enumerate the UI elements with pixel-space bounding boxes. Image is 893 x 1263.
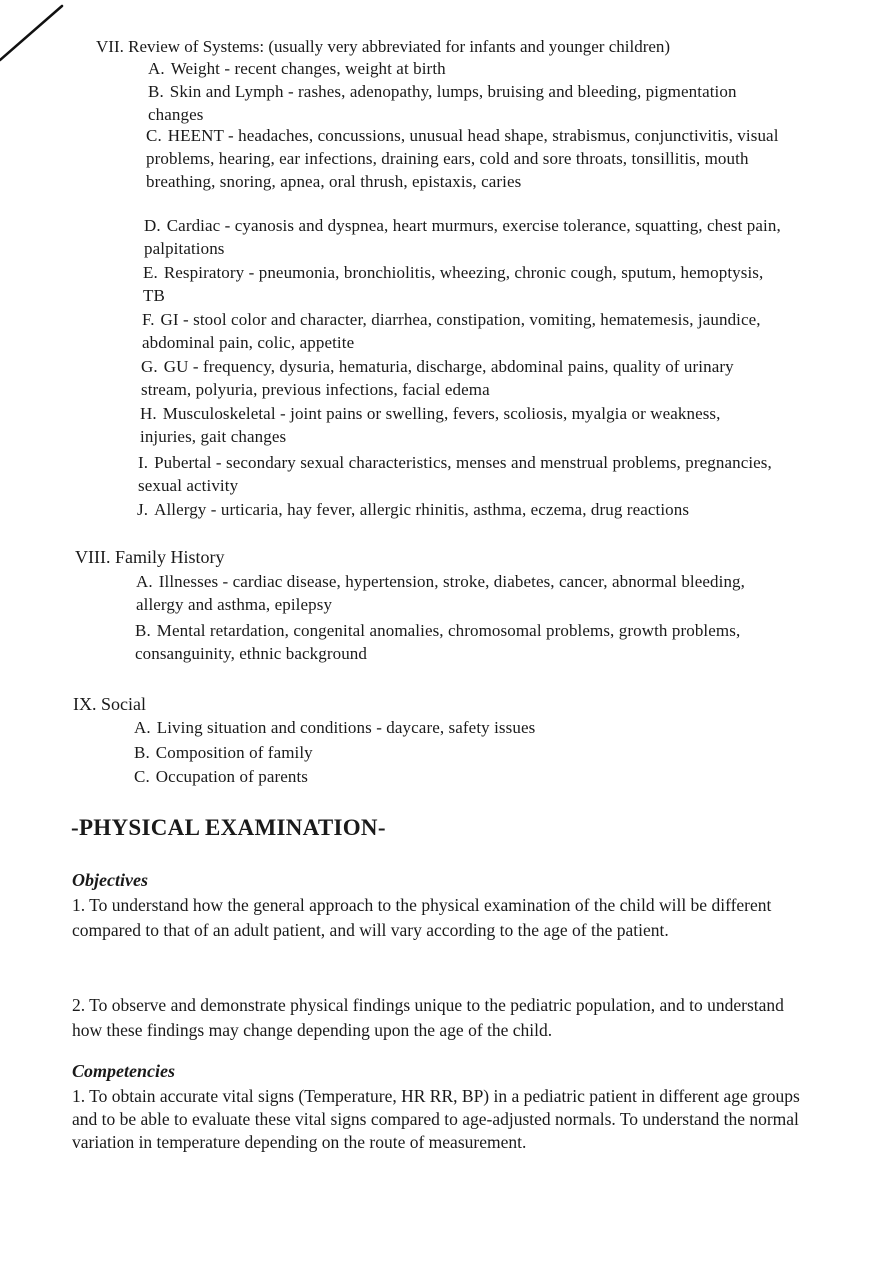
item-label: B.: [148, 82, 164, 101]
objective-item: 1. To understand how the general approach to the physical examination of the child will be different compared to that of an adult patient, and will vary according to the age of the patient.: [72, 895, 772, 940]
list-item: [136, 570, 786, 616]
list-item: [134, 765, 774, 788]
list-item: [142, 308, 790, 354]
objective-item: 2. To observe and demonstrate physical findings unique to the pediatric population, and to understand how these findings may change depending upon the age of the child.: [72, 995, 784, 1040]
list-item: [148, 80, 748, 126]
item-label: H.: [140, 404, 157, 423]
list-item: [134, 741, 774, 764]
item-label: I.: [138, 453, 149, 472]
pen-stroke-mark: [0, 0, 70, 70]
section-heading: VIII. Family History: [75, 547, 225, 567]
item-text: Occupation of parents: [155, 767, 309, 786]
item-label: C.: [146, 126, 162, 145]
item-text: GU - frequency, dysuria, hematuria, discharge, abdominal pains, quality of urinary stream, polyuria, previous infections, facial edema: [141, 357, 734, 399]
item-label: D.: [144, 216, 161, 235]
item-label: G.: [141, 357, 158, 376]
list-item: [135, 619, 775, 665]
item-label: E.: [143, 263, 158, 282]
list-item: [140, 402, 780, 448]
item-text: GI - stool color and character, diarrhea, constipation, vomiting, hematemesis, jaundice, abdominal pain, colic, appetite: [142, 310, 761, 352]
list-item: [134, 716, 774, 739]
item-text: Skin and Lymph - rashes, adenopathy, lumps, bruising and bleeding, pigmentation changes: [148, 82, 737, 124]
item-text: Respiratory - pneumonia, bronchiolitis, wheezing, chronic cough, sputum, hemoptysis, TB: [143, 263, 764, 305]
list-item: [146, 124, 786, 193]
item-text: Living situation and conditions - daycare, safety issues: [156, 718, 536, 737]
item-text: Allergy - urticaria, hay fever, allergic rhinitis, asthma, eczema, drug reactions: [154, 500, 690, 519]
item-label: B.: [134, 743, 150, 762]
item-label: F.: [142, 310, 155, 329]
objectives-heading: Objectives: [72, 870, 148, 890]
list-item: [138, 451, 788, 497]
list-item: [137, 498, 797, 521]
list-item: [143, 261, 773, 307]
item-text: Mental retardation, congenital anomalies, chromosomal problems, growth problems, consanguinity, ethnic background: [135, 621, 741, 663]
item-label: B.: [135, 621, 151, 640]
page-title: -PHYSICAL EXAMINATION-: [71, 815, 386, 840]
item-text: Composition of family: [155, 743, 313, 762]
item-text: Pubertal - secondary sexual characteristics, menses and menstrual problems, pregnancies, sexual activity: [138, 453, 772, 495]
competency-item: 1. To obtain accurate vital signs (Temperature, HR RR, BP) in a pediatric patient in different age groups and to be able to evaluate these vital signs compared to age-adjusted normals. To understand the normal variation in temperature depending on the route of measurement.: [72, 1086, 800, 1152]
item-text: Illnesses - cardiac disease, hypertension, stroke, diabetes, cancer, abnormal bleeding, allergy and asthma, epilepsy: [136, 572, 746, 614]
list-item: [141, 355, 781, 401]
section-heading: IX. Social: [73, 694, 146, 714]
section-heading: VII. Review of Systems: (usually very abbreviated for infants and younger children): [96, 37, 671, 56]
item-label: J.: [137, 500, 149, 519]
item-text: HEENT - headaches, concussions, unusual head shape, strabismus, conjunctivitis, visual problems, hearing, ear infections, draining ears, cold and sore throats, tonsillitis, mouth breathing, snoring, apnea, oral thrush, epistaxis, caries: [146, 126, 779, 191]
item-text: Musculoskeletal - joint pains or swelling, fevers, scoliosis, myalgia or weakness, injuries, gait changes: [140, 404, 721, 446]
list-item: [148, 57, 788, 80]
item-text: Cardiac - cyanosis and dyspnea, heart murmurs, exercise tolerance, squatting, chest pain, palpitations: [144, 216, 781, 258]
item-label: A.: [136, 572, 153, 591]
item-label: A.: [134, 718, 151, 737]
list-item: [144, 214, 792, 260]
item-text: Weight - recent changes, weight at birth: [170, 59, 446, 78]
item-label: A.: [148, 59, 165, 78]
competencies-heading: Competencies: [72, 1061, 175, 1081]
item-label: C.: [134, 767, 150, 786]
